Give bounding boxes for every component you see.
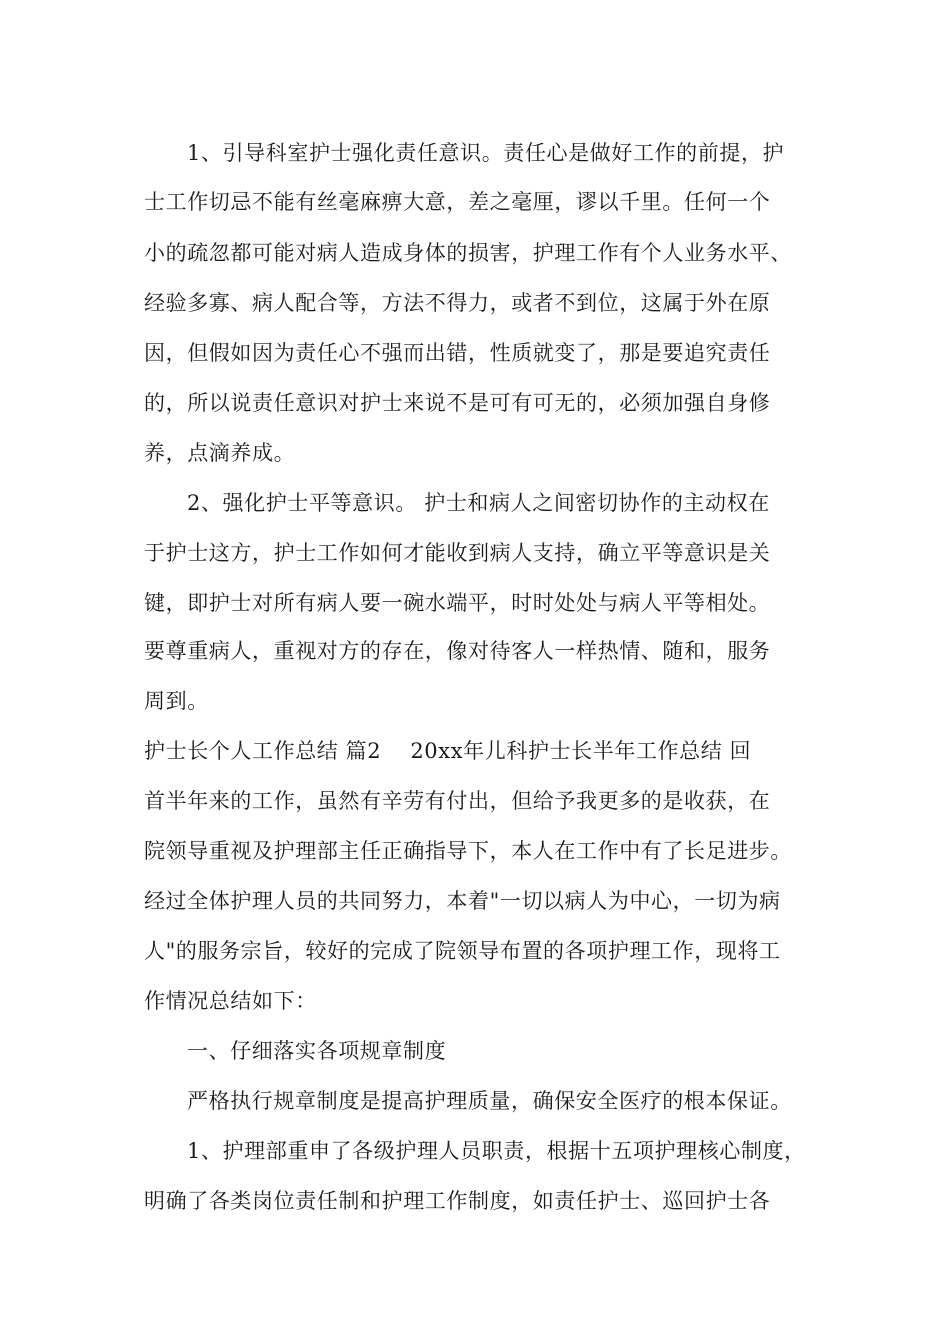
- text-line: 人"的服务宗旨，较好的完成了院领导布置的各项护理工作，现将工: [144, 939, 781, 963]
- text-line: 1、引导科室护士强化责任意识。责任心是做好工作的前提，护: [187, 141, 785, 165]
- text-line: 要尊重病人，重视对方的存在，像对待客人一样热情、随和，服务: [144, 639, 771, 663]
- text-line: 经验多寡、病人配合等，方法不得力，或者不到位，这属于外在原: [144, 291, 771, 315]
- text-line: 经过全体护理人员的共同努力，本着"一切以病人为中心，一切为病: [144, 889, 781, 913]
- section-heading-line: 护士长个人工作总结 篇2 20xx年儿科护士长半年工作总结 回: [144, 739, 752, 763]
- text-line: 明确了各类岗位责任制和护理工作制度，如责任护士、巡回护士各: [144, 1189, 771, 1213]
- text-line: 首半年来的工作，虽然有辛劳有付出，但给予我更多的是收获，在: [144, 789, 771, 813]
- text-line: 严格执行规章制度是提高护理质量，确保安全医疗的根本保证。: [187, 1089, 792, 1113]
- text-line: 于护士这方，护士工作如何才能收到病人支持，确立平等意识是关: [144, 541, 771, 565]
- text-line: 养，点滴养成。: [144, 441, 296, 465]
- subheading-line: 一、仔细落实各项规章制度: [187, 1039, 447, 1063]
- text-line: 周到。: [144, 689, 209, 713]
- text-line: 作情况总结如下：: [144, 989, 317, 1013]
- text-line: 键，即护士对所有病人要一碗水端平，时时处处与病人平等相处。: [144, 591, 771, 615]
- text-line: 因，但假如因为责任心不强而出错，性质就变了，那是要追究责任: [144, 341, 771, 365]
- text-line: 小的疏忽都可能对病人造成身体的损害，护理工作有个人业务水平、: [144, 241, 792, 265]
- text-line: 1、护理部重申了各级护理人员职责，根据十五项护理核心制度，: [187, 1139, 806, 1163]
- text-line: 士工作切忌不能有丝毫麻痹大意，差之毫厘，谬以千里。任何一个: [144, 190, 771, 214]
- text-line: 2、强化护士平等意识。 护士和病人之间密切协作的主动权在: [187, 491, 770, 515]
- text-line: 院领导重视及护理部主任正确指导下，本人在工作中有了长足进步。: [144, 839, 792, 863]
- text-line: 的，所以说责任意识对护士来说不是可有可无的，必须加强自身修: [144, 391, 771, 415]
